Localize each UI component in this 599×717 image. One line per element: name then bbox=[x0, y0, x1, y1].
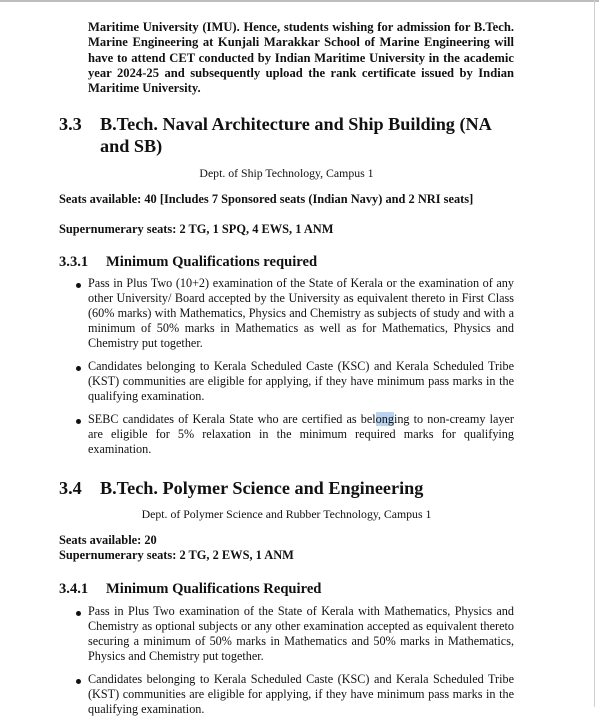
department-label: Dept. of Ship Technology, Campus 1 bbox=[199, 166, 374, 180]
list-item: Candidates belonging to Kerala Scheduled Caste (KSC) and Kerala Scheduled Tribe (KST) communities are eligible for applying, if they have minimum pass marks in the qualifying examination. bbox=[88, 672, 514, 716]
bullet-marker bbox=[76, 611, 81, 616]
seats-available: Seats available: 40 [Includes 7 Sponsored seats (Indian Navy) and 2 NRI seats] bbox=[59, 192, 474, 206]
text-run: SEBC candidates of Kerala State who are certified as bel bbox=[88, 412, 376, 426]
bullet-marker bbox=[76, 679, 81, 684]
section-number: 3.4 bbox=[59, 478, 82, 498]
bullet-marker bbox=[76, 366, 81, 371]
subsection-title: Minimum Qualifications required bbox=[106, 254, 318, 270]
list-item: Pass in Plus Two examination of the State of Kerala with Mathematics, Physics and Chemistry as optional subjects or any other examination accepted as equivalent thereto securing a minimum of 50% marks in Mathematics and 50% marks in Mathematics, Physics and Chemistry put together. bbox=[88, 604, 514, 663]
page-top-edge bbox=[0, 0, 599, 2]
subsection-number: 3.4.1 bbox=[59, 581, 89, 597]
section-title: B.Tech. Naval Architecture and Ship Building (NA and SB) bbox=[100, 114, 491, 156]
bullet-marker bbox=[76, 419, 81, 424]
section-number: 3.3 bbox=[59, 114, 82, 134]
supernumerary-seats: Supernumerary seats: 2 TG, 2 EWS, 1 ANM bbox=[59, 548, 294, 562]
supernumerary-seats: Supernumerary seats: 2 TG, 1 SPQ, 4 EWS, 1 ANM bbox=[59, 222, 334, 236]
seats-available: Seats available: 20 bbox=[59, 533, 157, 547]
scrollbar-track[interactable] bbox=[594, 0, 595, 707]
list-item bbox=[88, 412, 514, 457]
text-run: ing to non-creamy layer are eligible for 5% relaxation in the minimum required marks for qualifying examination. bbox=[88, 412, 514, 456]
department-label: Dept. of Polymer Science and Rubber Technology, Campus 1 bbox=[141, 507, 432, 521]
subsection-title: Minimum Qualifications Required bbox=[106, 581, 322, 597]
subsection-number: 3.3.1 bbox=[59, 254, 89, 270]
subsection-heading-3-4-1 bbox=[59, 580, 321, 598]
text-selection[interactable]: ong bbox=[375, 412, 394, 426]
bullet-marker bbox=[76, 283, 81, 288]
subsection-heading-3-3-1 bbox=[59, 253, 317, 271]
list-item: Candidates belonging to Kerala Scheduled Caste (KSC) and Kerala Scheduled Tribe (KST) communities are eligible for applying, if they have minimum pass marks in the qualifying examination. bbox=[88, 359, 514, 403]
intro-paragraph: Maritime University (IMU). Hence, students wishing for admission for B.Tech. Marine Engineering at Kunjali Marakkar School of Marine Engineering will have to attend CET conducted by Indian Maritime University in the academic year 2024-25 and subsequently upload the rank certificate issued by Indian Maritime University. bbox=[88, 20, 514, 96]
section-title: B.Tech. Polymer Science and Engineering bbox=[100, 478, 424, 498]
list-item: Pass in Plus Two (10+2) examination of the State of Kerala or the examination of any other University/ Board accepted by the University as equivalent thereto in First Class (60% marks) with Mathematics, Physics and Chemistry as subjects of study and with a minimum of 50% marks in Mathematics as well as for Mathematics, Physics and Chemistry put together. bbox=[88, 276, 514, 350]
